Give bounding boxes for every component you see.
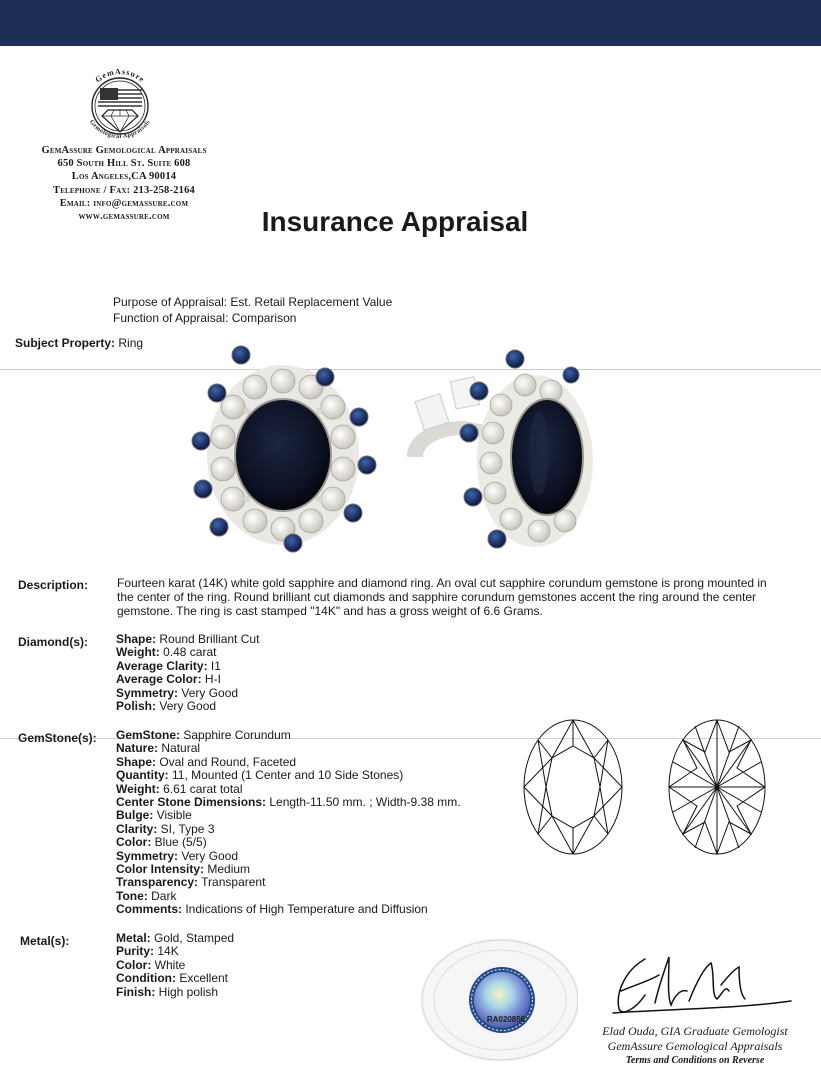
metal-row: Metal: Gold, Stamped: [116, 931, 235, 945]
ring-photo: [175, 345, 647, 567]
gemstone-row: Weight: 6.61 carat total: [116, 781, 243, 796]
description-text: Fourteen karat (14K) white gold sapphire and diamond ring. An oval cut sapphire corundum gemstone is prong mounted in the center of the ring. Round brilliant cut diamonds and sapphire corundum gemstones accent the ring around the center gemstone. The ring is cast stamped "14K" and has a gross weight of 6.6 Grams.: [117, 576, 767, 619]
document-title: Insurance Appraisal: [261, 206, 529, 237]
diamond-row: Average Color: H-I: [116, 672, 221, 687]
gemstone-row: Clarity: SI, Type 3: [116, 821, 215, 836]
function-line: Function of Appraisal: Comparison: [113, 310, 297, 325]
diamond-row: Polish: Very Good: [116, 699, 217, 714]
metal-row: Purity: 14K: [116, 944, 179, 959]
metals-details: [116, 932, 234, 999]
metals-label: Metal(s):: [20, 934, 70, 948]
gemstone-row: GemStone: Sapphire Corundum: [116, 728, 291, 742]
company-phone: Telephone / Fax: 213-258-2164: [52, 184, 195, 196]
description-label: Description:: [18, 578, 89, 592]
gemstone-row: Color Intensity: Medium: [116, 862, 251, 877]
subject-property-value: Ring: [115, 336, 144, 350]
signatory-name: Elad Ouda, GIA Graduate Gemologist: [602, 1024, 788, 1038]
oval-cut-pavilion-diagram: [667, 718, 767, 856]
gemstone-row: Shape: Oval and Round, Faceted: [116, 754, 297, 769]
gemstone-row: Tone: Dark: [116, 888, 177, 903]
hologram-seal: [420, 938, 578, 1062]
gemstones-details: [116, 729, 461, 917]
gemstone-row: Nature: Natural: [116, 741, 201, 756]
metal-row: Condition: Excellent: [116, 971, 229, 986]
seal-serial: RA020856: [486, 1015, 526, 1024]
logo-text-bottom: Gemological Appraisals: [88, 118, 152, 141]
gemstone-row: Symmetry: Very Good: [116, 848, 239, 863]
gemstone-row: Bulge: Visible: [116, 808, 192, 823]
signatory-firm: GemAssure Gemological Appraisals: [607, 1039, 783, 1053]
metal-row: Color: White: [116, 957, 186, 972]
gemstone-row: Quantity: 11, Mounted (1 Center and 10 Side Stones): [116, 768, 404, 783]
diamond-row: Weight: 0.48 carat: [116, 645, 217, 660]
gemstone-row: Transparency: Transparent: [116, 875, 266, 890]
diamonds-label: Diamond(s):: [18, 635, 88, 649]
purpose-line: Purpose of Appraisal: Est. Retail Replacement Value: [113, 295, 393, 309]
metal-row: Finish: High polish: [116, 984, 219, 999]
diamond-row: Symmetry: Very Good: [116, 685, 239, 700]
top-border-bar: [0, 0, 821, 46]
subject-property-label: Subject Property:: [15, 336, 116, 350]
diamonds-details: [116, 633, 259, 713]
signature-block: [585, 1024, 805, 1068]
company-address-line2: Los Angeles,CA 90014: [71, 171, 177, 183]
terms-note: Terms and Conditions on Reverse: [625, 1055, 765, 1066]
gemstone-row: Comments: Indications of High Temperature and Diffusion: [116, 902, 428, 917]
company-website: www.gemassure.com: [78, 211, 170, 223]
gemstone-row: Center Stone Dimensions: Length-11.50 mm. ; Width-9.38 mm.: [116, 795, 461, 810]
subject-property: [15, 336, 143, 350]
gemassure-logo: [76, 62, 164, 150]
company-name: GemAssure Gemological Appraisals: [41, 145, 207, 156]
company-address-line1: 650 South Hill St. Suite 608: [57, 158, 191, 170]
oval-cut-crown-diagram: [522, 718, 624, 856]
company-email: Email: info@gemassure.com: [59, 197, 189, 209]
signature-image: [605, 945, 795, 1020]
purpose-block: [113, 295, 392, 326]
gemstones-label: GemStone(s):: [18, 731, 97, 745]
logo-text-top: GemAssure: [93, 66, 147, 85]
diamond-row: Average Clarity: I1: [116, 658, 221, 673]
diamond-row: Shape: Round Brilliant Cut: [116, 632, 260, 646]
gemstone-row: Color: Blue (5/5): [116, 835, 207, 850]
